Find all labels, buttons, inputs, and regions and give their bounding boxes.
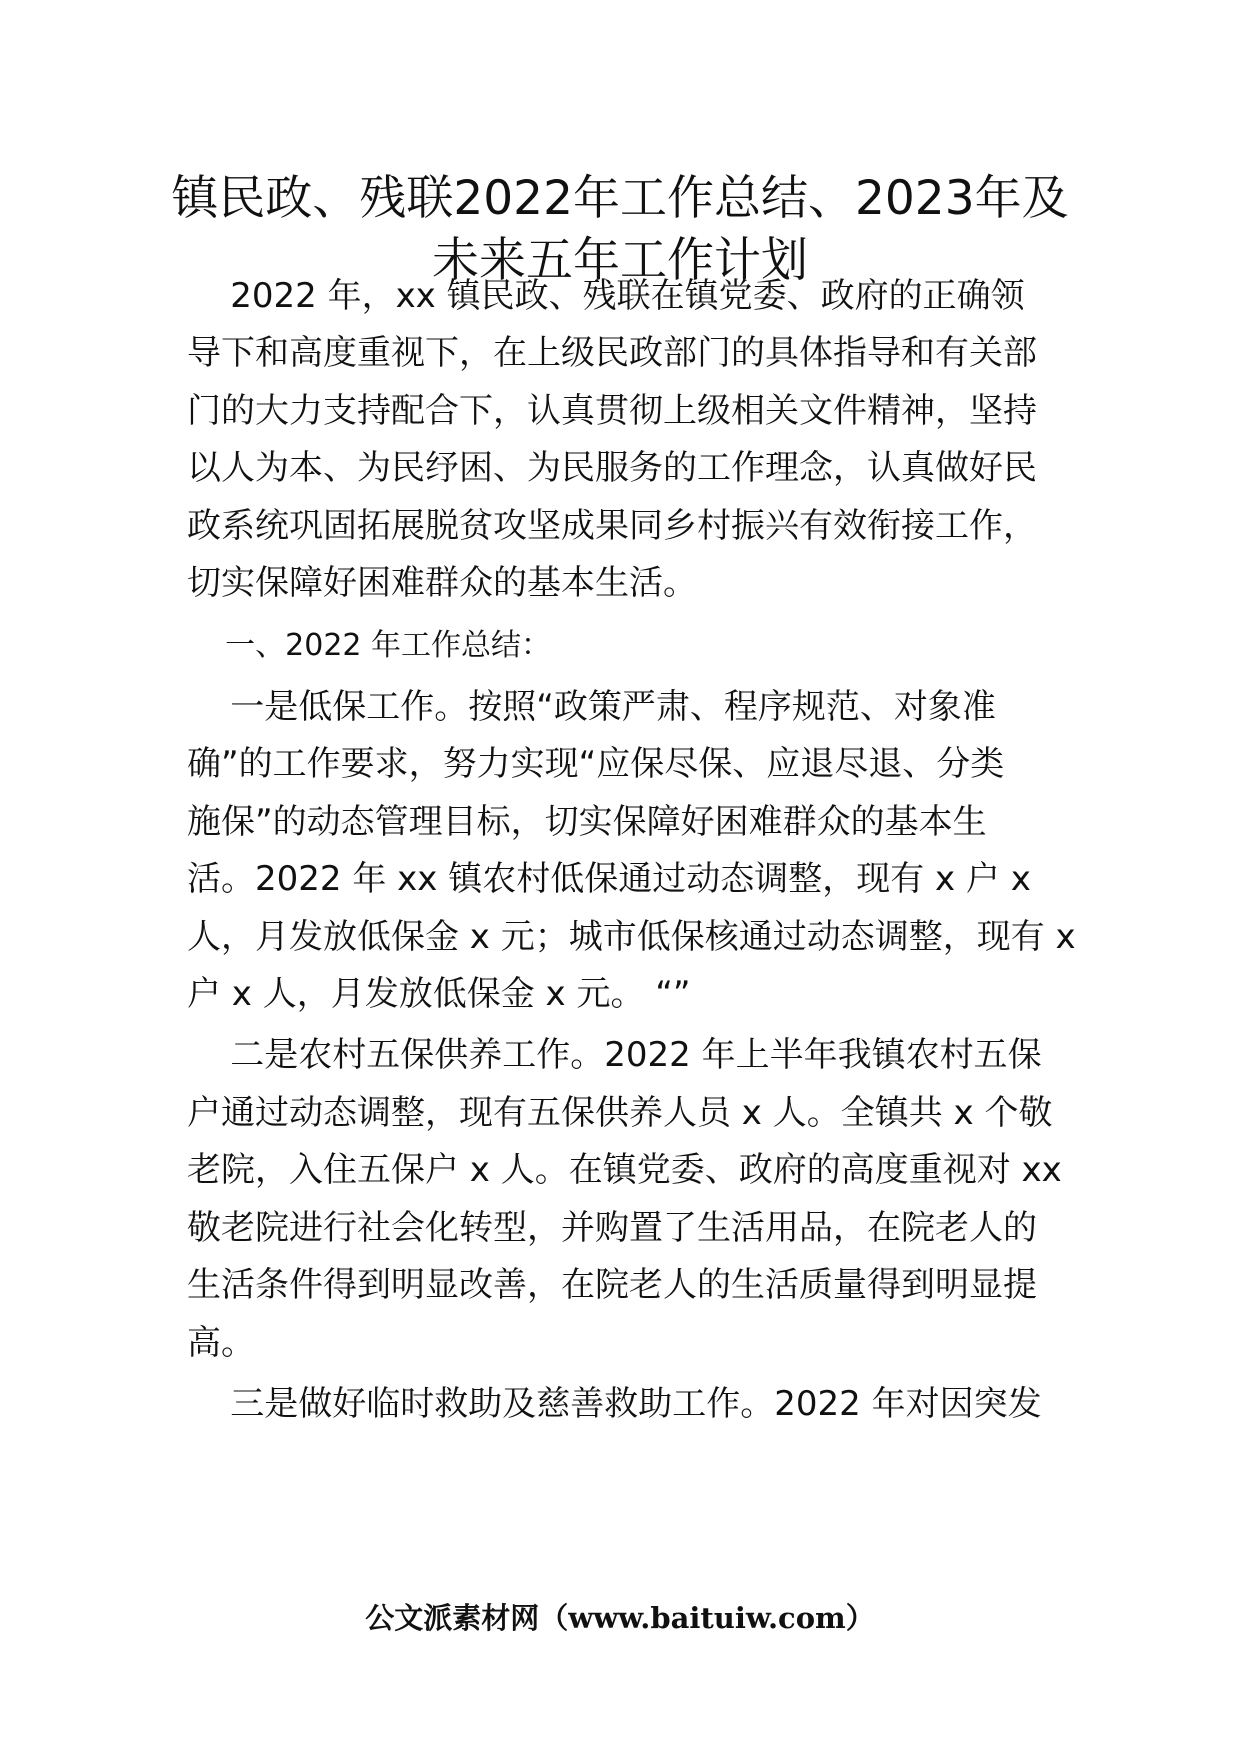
- body-line: 二是农村五保供养工作。2022 年上半年我镇农村五保: [187, 1035, 1042, 1075]
- document-title-line-2: 未来五年工作计划: [432, 233, 808, 288]
- footer-source-text: 公文派素材网（www.baituiw.com）: [365, 1601, 875, 1635]
- body-line: 人，月发放低保金 x 元；城市低保核通过动态调整，现有 x: [187, 917, 1076, 957]
- body-line: 一是低保工作。按照“政策严肃、程序规范、对象准: [187, 687, 996, 727]
- body-line: 高。: [187, 1323, 255, 1363]
- body-line: 门的大力支持配合下，认真贯彻上级相关文件精神，坚持: [187, 391, 1037, 431]
- body-line: 活。2022 年 xx 镇农村低保通过动态调整，现有 x 户 x: [187, 859, 1031, 899]
- document-title-line-1: 镇民政、残联2022年工作总结、2023年及: [171, 171, 1069, 226]
- section-heading: 一、2022 年工作总结：: [187, 628, 552, 663]
- body-line: 户 x 人，月发放低保金 x 元。 “”: [187, 974, 691, 1014]
- body-line: 切实保障好困难群众的基本生活。: [187, 563, 697, 603]
- body-line: 导下和高度重视下，在上级民政部门的具体指导和有关部: [187, 333, 1037, 373]
- body-line: 以人为本、为民纾困、为民服务的工作理念，认真做好民: [187, 448, 1037, 488]
- body-line: 三是做好临时救助及慈善救助工作。2022 年对因突发: [187, 1384, 1042, 1424]
- body-line: 老院，入住五保户 x 人。在镇党委、政府的高度重视对 xx: [187, 1150, 1062, 1190]
- body-line: 政系统巩固拓展脱贫攻坚成果同乡村振兴有效衔接工作，: [187, 506, 1037, 546]
- body-line: 生活条件得到明显改善，在院老人的生活质量得到明显提: [187, 1265, 1037, 1305]
- body-line: 施保”的动态管理目标，切实保障好困难群众的基本生: [187, 802, 987, 842]
- body-line: 2022 年，xx 镇民政、残联在镇党委、政府的正确领: [187, 276, 1025, 316]
- body-line: 敬老院进行社会化转型，并购置了生活用品，在院老人的: [187, 1208, 1037, 1248]
- body-line: 户通过动态调整，现有五保供养人员 x 人。全镇共 x 个敬: [187, 1093, 1053, 1133]
- body-line: 确”的工作要求，努力实现“应保尽保、应退尽退、分类: [187, 744, 1005, 784]
